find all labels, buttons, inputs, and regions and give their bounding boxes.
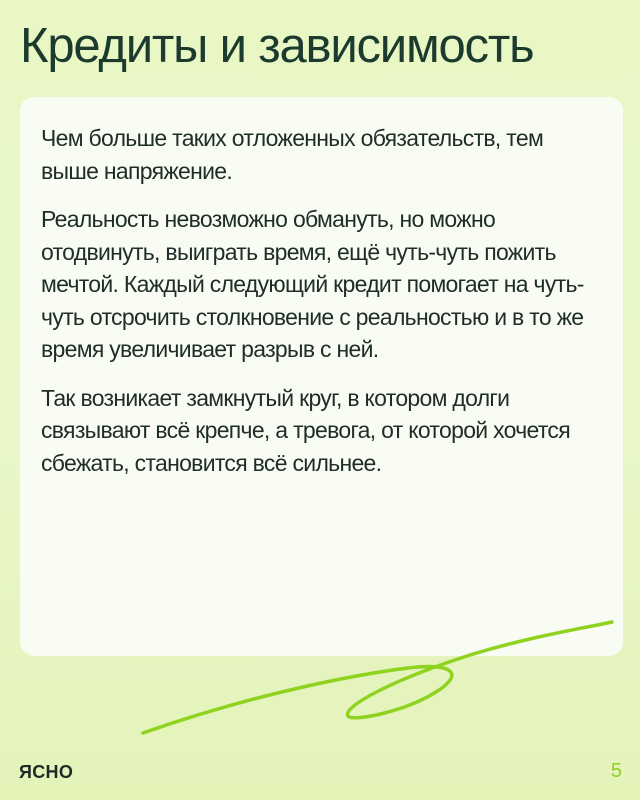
brand-logo: ЯСНО [19, 762, 74, 782]
page-number: 5 [610, 760, 622, 782]
paragraph-3: Так возникает замкнутый круг, в котором долги связывают всё крепче, а тревога, от которой хочется сбежать, становится всё сильнее. [41, 384, 570, 476]
text-card [20, 97, 623, 656]
paragraph-2: Реальность невозможно обмануть, но можно отодвинуть, выиграть время, ещё чуть-чуть пожить мечтой. Каждый следующий кредит помогает на чуть-чуть отсрочить столкновение с реальностью и в то же время увеличивает разрыв с ней. [41, 206, 584, 362]
paragraph-1: Чем больше таких отложенных обязательств, тем выше напряжение. [41, 125, 544, 184]
page-title: Кредиты и зависимость [20, 19, 534, 73]
